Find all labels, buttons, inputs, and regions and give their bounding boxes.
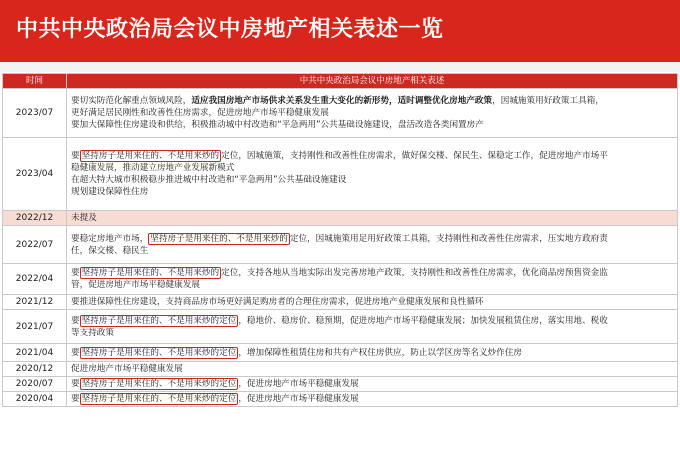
statement-line bbox=[71, 279, 673, 291]
row-date: 2023/07 bbox=[3, 89, 67, 138]
row-date: 2022/12 bbox=[3, 211, 67, 226]
row-date: 2021/04 bbox=[3, 344, 67, 362]
row-statement bbox=[67, 89, 678, 138]
row-date: 2022/04 bbox=[3, 264, 67, 295]
statement-text: 稳健康发展，推动建立房地产业发展新模式 bbox=[71, 163, 235, 173]
statement-text: 要切实防范化解重点领域风险， bbox=[71, 96, 192, 106]
statement-text: 未提及 bbox=[71, 213, 97, 223]
table-row bbox=[3, 211, 678, 226]
statement-text: 等支持政策 bbox=[71, 327, 114, 338]
row-statement bbox=[67, 377, 678, 392]
statement-text: 促进房地产市场平稳健康发展 bbox=[71, 364, 183, 374]
table-row bbox=[3, 226, 678, 264]
statement-text: 定位，因城施策，支持刚性和改善性住房需求，做好保交楼、保民生、保稳定工作，促进房地产市场平 bbox=[221, 151, 608, 161]
highlighted-phrase: 坚持房子是用来住的、不是用来炒的 bbox=[150, 233, 288, 244]
highlighted-phrase: 坚持房子是用来住的、不是用来炒的定位 bbox=[81, 315, 237, 326]
statement-line bbox=[71, 245, 673, 257]
statement-line bbox=[71, 267, 673, 279]
statement-line bbox=[71, 393, 673, 405]
statement-text: 要 bbox=[71, 379, 80, 389]
row-statement bbox=[67, 211, 678, 226]
statement-text: 在超大特大城市积极稳步推进城中村改造和“平急两用”公共基础设施建设 bbox=[71, 175, 347, 185]
column-header-time: 时间 bbox=[3, 74, 67, 89]
statement-line bbox=[71, 119, 673, 131]
row-date: 2020/04 bbox=[3, 392, 67, 407]
statement-text: ，促进房地产市场平稳健康发展 bbox=[238, 394, 359, 404]
table-row bbox=[3, 362, 678, 377]
statement-text: ，稳地价、稳房价、稳预期，促进房地产市场平稳健康发展；加快发展租赁住房，落实用地、税收 bbox=[238, 315, 608, 326]
statement-line bbox=[71, 174, 673, 186]
policy-table bbox=[2, 73, 678, 407]
highlighted-phrase: 坚持房子是用来住的、不是用来炒的定位 bbox=[81, 347, 237, 358]
page-title: 中共中央政治局会议中房地产相关表述一览 bbox=[0, 0, 680, 62]
row-date: 2022/07 bbox=[3, 226, 67, 264]
statement-text: 要 bbox=[71, 268, 80, 278]
highlighted-phrase: 坚持房子是用来住的、不是用来炒的定位 bbox=[81, 379, 237, 389]
statement-text: 要加大保障性住房建设和供给，积极推动城中村改造和“平急两用”公共基础设施建设，盘活改造各类闲置房产 bbox=[71, 120, 484, 130]
row-statement bbox=[67, 344, 678, 362]
statement-text: ，增加保障性租赁住房和共有产权住房供应，防止以学区房等名义炒作住房 bbox=[238, 347, 522, 358]
row-statement bbox=[67, 310, 678, 344]
row-statement bbox=[67, 138, 678, 211]
statement-line bbox=[71, 327, 673, 339]
table-row bbox=[3, 392, 678, 407]
statement-text: 要 bbox=[71, 151, 80, 161]
statement-line bbox=[71, 296, 673, 308]
row-date: 2020/07 bbox=[3, 377, 67, 392]
statement-line bbox=[71, 233, 673, 245]
statement-text: 管，促进房地产市场平稳健康发展 bbox=[71, 280, 200, 290]
row-date: 2023/04 bbox=[3, 138, 67, 211]
table-row bbox=[3, 264, 678, 295]
statement-line bbox=[71, 186, 673, 198]
statement-text: ，促进房地产市场平稳健康发展 bbox=[238, 379, 359, 389]
row-statement bbox=[67, 226, 678, 264]
row-statement bbox=[67, 362, 678, 377]
statement-text: 要 bbox=[71, 394, 80, 404]
table-row bbox=[3, 295, 678, 310]
statement-line bbox=[71, 378, 673, 390]
highlighted-phrase: 坚持房子是用来住的、不是用来炒的 bbox=[81, 268, 220, 278]
bold-phrase: 适应我国房地产市场供求关系发生重大变化的新形势，适时调整优化房地产政策 bbox=[191, 96, 493, 106]
statement-line bbox=[71, 315, 673, 327]
statement-text: 定位，支持各地从当地实际出发完善房地产政策，支持刚性和改善性住房需求，优化商品房预售资金监 bbox=[221, 268, 608, 278]
statement-line bbox=[71, 347, 673, 359]
statement-text: 规划建设保障性住房 bbox=[71, 187, 149, 197]
statement-text: 更好满足居民刚性和改善性住房需求，促进房地产市场平稳健康发展 bbox=[71, 108, 329, 118]
statement-text: ，因城施策用好政策工具箱， bbox=[492, 96, 604, 106]
column-header-description: 中共中央政治局会议中房地产相关表述 bbox=[67, 74, 678, 89]
statement-line bbox=[71, 95, 673, 107]
statement-text: 要 bbox=[71, 347, 80, 358]
row-statement bbox=[67, 264, 678, 295]
row-date: 2021/12 bbox=[3, 295, 67, 310]
statement-text: 任，保交楼、稳民生 bbox=[71, 245, 149, 256]
table-header-row bbox=[3, 74, 678, 89]
highlighted-phrase: 坚持房子是用来住的、不是用来炒的 bbox=[81, 151, 220, 161]
statement-line bbox=[71, 162, 673, 174]
table-row bbox=[3, 138, 678, 211]
table-row bbox=[3, 377, 678, 392]
statement-text: 定位，因城施策用足用好政策工具箱，支持刚性和改善性住房需求，压实地方政府责 bbox=[289, 233, 608, 244]
row-date: 2021/07 bbox=[3, 310, 67, 344]
statement-line bbox=[71, 212, 673, 224]
row-statement bbox=[67, 392, 678, 407]
statement-line bbox=[71, 363, 673, 375]
row-statement bbox=[67, 295, 678, 310]
statement-line bbox=[71, 150, 673, 162]
statement-text: 要 bbox=[71, 315, 80, 326]
statement-text: 要推进保障性住房建设，支持商品房市场更好满足购房者的合理住房需求，促进房地产业健康发展和良性循环 bbox=[71, 297, 484, 307]
table-row bbox=[3, 344, 678, 362]
statement-text: 要稳定房地产市场， bbox=[71, 233, 149, 244]
table-row bbox=[3, 310, 678, 344]
table-row bbox=[3, 89, 678, 138]
row-date: 2020/12 bbox=[3, 362, 67, 377]
highlighted-phrase: 坚持房子是用来住的、不是用来炒的定位 bbox=[81, 394, 237, 404]
title-divider bbox=[0, 62, 680, 72]
statement-line bbox=[71, 107, 673, 119]
